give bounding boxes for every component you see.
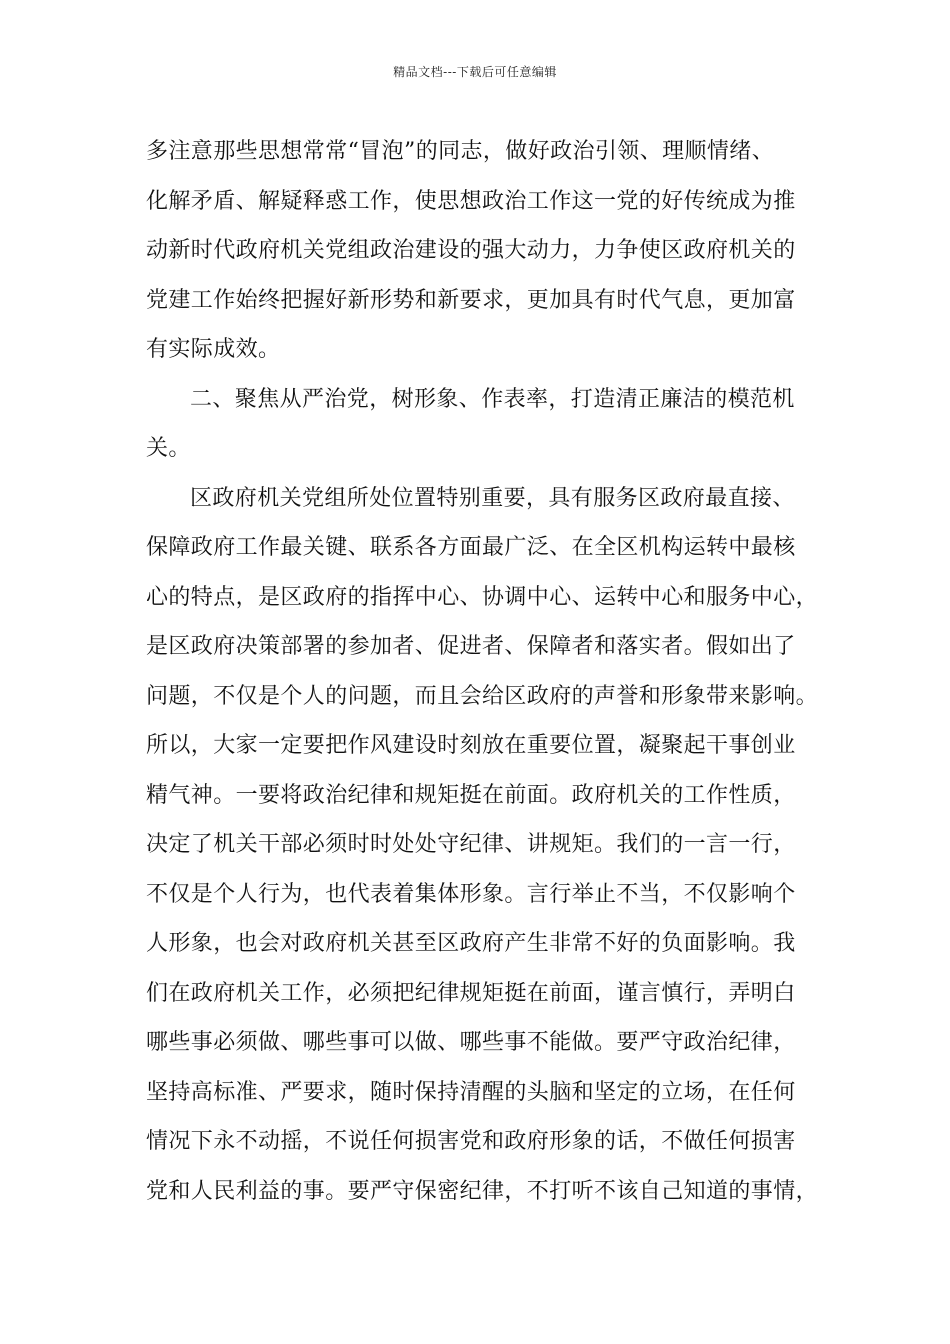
- page-header: 精品文档---下载后可任意编辑: [393, 65, 557, 79]
- text-line: 们在政府机关工作，必须把纪律规矩挺在前面，谨言慎行，弄明白: [146, 980, 796, 1006]
- text-line: 多注意那些思想常常“冒泡”的同志，做好政治引领、理顺情绪、: [146, 139, 775, 164]
- text-line: 动新时代政府机关党组政治建设的强大动力，力争使区政府机关的: [146, 238, 796, 263]
- text-line: 是区政府决策部署的参加者、促进者、保障者和落实者。假如出了: [146, 634, 796, 659]
- text-line: 情况下永不动摇，不说任何损害党和政府形象的话，不做任何损害: [146, 1129, 796, 1154]
- text-line: 关。: [146, 436, 191, 461]
- text-line: 坚持高标准、严要求，随时保持清醒的头脑和坚定的立场，在任何: [146, 1079, 796, 1105]
- text-line: 不仅是个人行为，也代表着集体形象。言行举止不当，不仅影响个: [146, 881, 796, 907]
- text-line: 哪些事必须做、哪些事可以做、哪些事不能做。要严守政治纪律，: [146, 1030, 796, 1055]
- text-line: 区政府机关党组所处位置特别重要，具有服务区政府最直接、: [190, 485, 795, 511]
- text-line: 精气神。一要将政治纪律和规矩挺在前面。政府机关的工作性质，: [146, 782, 796, 808]
- text-line: 有实际成效。: [146, 337, 281, 362]
- text-line: 二、聚焦从严治党，树形象、作表率，打造清正廉洁的模范机: [190, 386, 795, 412]
- text-line: 心的特点，是区政府的指挥中心、协调中心、运转中心和服务中心，: [146, 584, 819, 610]
- text-line: 保障政府工作最关键、联系各方面最广泛、在全区机构运转中最核: [146, 535, 796, 560]
- text-line: 党建工作始终把握好新形势和新要求，更加具有时代气息，更加富: [146, 287, 796, 313]
- text-line: 决定了机关干部必须时时处处守纪律、讲规矩。我们的一言一行，: [146, 832, 796, 857]
- document-body: [146, 127, 826, 1216]
- text-line: 党和人民利益的事。要严守保密纪律，不打听不该自己知道的事情，: [146, 1178, 819, 1204]
- text-line: 人形象，也会对政府机关甚至区政府产生非常不好的负面影响。我: [146, 931, 796, 956]
- text-line: 所以，大家一定要把作风建设时刻放在重要位置，凝聚起干事创业: [146, 733, 796, 758]
- text-line: 化解矛盾、解疑释惑工作，使思想政治工作这一党的好传统成为推: [146, 188, 796, 214]
- text-line: 问题，不仅是个人的问题，而且会给区政府的声誉和形象带来影响。: [146, 683, 819, 709]
